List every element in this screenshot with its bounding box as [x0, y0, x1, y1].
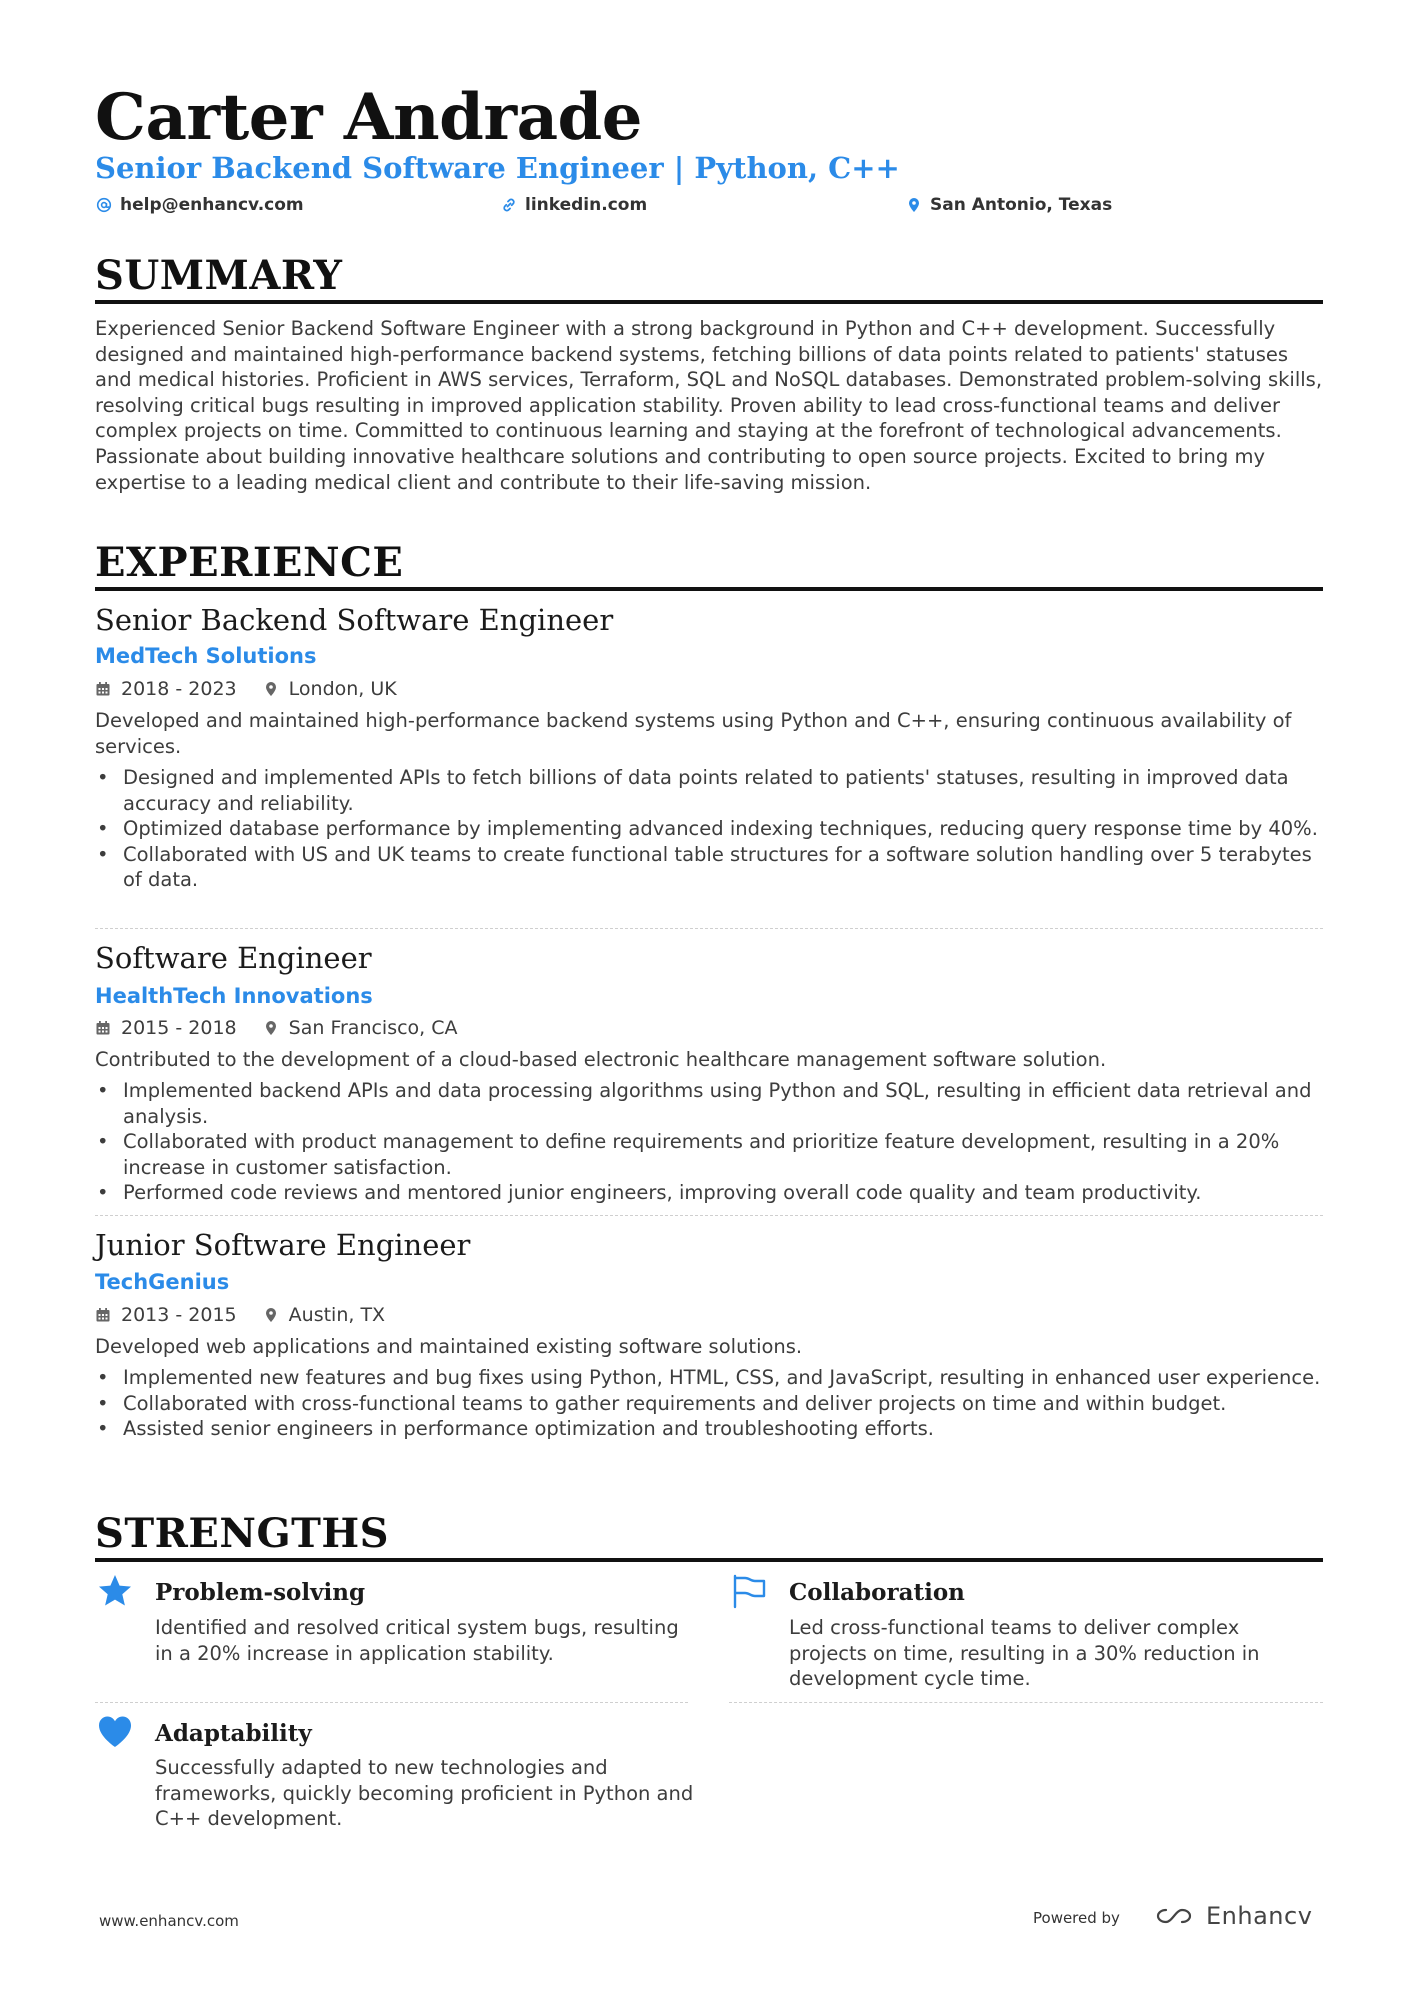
contact-location — [905, 195, 1112, 215]
bullet-item: • Collaborated with US and UK teams to create functional table structures for a software solution handling over 5 terabytes of data. — [95, 842, 1323, 893]
bullet-item: • Collaborated with product management to define requirements and prioritize feature development, resulting in a 20% increase in customer satisfaction. — [95, 1129, 1323, 1180]
location-pin-icon — [263, 1020, 279, 1036]
link-icon — [500, 197, 517, 214]
job-location: San Francisco, CA — [288, 1017, 458, 1039]
location-pin-icon — [263, 681, 279, 697]
strength-title: Adaptability — [155, 1720, 312, 1747]
calendar-icon — [95, 1307, 111, 1323]
job-title: Senior Backend Software Engineer — [95, 603, 614, 637]
location-pin-icon — [905, 197, 922, 214]
footer-website[interactable]: www.enhancv.com — [99, 1912, 239, 1930]
bullet-item: • Collaborated with cross-functional teams to gather requirements and deliver projects on time and within budget. — [95, 1391, 1323, 1417]
experience-heading: EXPERIENCE — [95, 539, 404, 586]
bullet-item: • Performed code reviews and mentored junior engineers, improving overall code quality and team productivity. — [95, 1180, 1323, 1206]
contact-email[interactable] — [95, 195, 304, 215]
job-location: London, UK — [288, 678, 397, 700]
calendar-icon — [95, 1020, 111, 1036]
strengths-rule — [95, 1558, 1323, 1562]
job-dates: 2015 - 2018 — [121, 1017, 237, 1039]
strength-title: Collaboration — [789, 1579, 965, 1606]
job-description: Contributed to the development of a cloud-based electronic healthcare management software solution. — [95, 1048, 1107, 1071]
footer-powered-by: Powered by — [1033, 1909, 1120, 1927]
job-meta — [95, 1304, 385, 1326]
linkedin-text: linkedin.com — [525, 195, 648, 215]
job-bullets — [95, 1365, 1323, 1442]
strength-title: Problem-solving — [155, 1579, 366, 1606]
job-divider — [95, 928, 1323, 929]
company-name: MedTech Solutions — [95, 644, 317, 668]
summary-rule — [95, 300, 1323, 304]
summary-heading: SUMMARY — [95, 252, 343, 299]
job-description: Developed and maintained high-performance backend systems using Python and C++, ensuring continuous availability of services. — [95, 709, 1292, 758]
location-text: San Antonio, Texas — [930, 195, 1113, 215]
summary-text: Experienced Senior Backend Software Engineer with a strong background in Python and C++ development. Successfully designed and maintained high-performance backend systems, fetching billions of data points related to patients' statuses and medical histories. Proficient in AWS services, Terraform, SQL and NoSQL databases. Demonstrated problem-solving skills, resolving critical bugs resulting in improved application stability. Proven ability to lead cross-functional teams and deliver complex projects on time. Committed to continuous learning and staying at the forefront of technological advancements. Passionate about building innovative healthcare solutions and contributing to open source projects. Excited to bring my expertise to a leading medical client and contribute to their life-saving mission. — [95, 317, 1323, 494]
bullet-item: • Implemented backend APIs and data processing algorithms using Python and SQL, resulting in efficient data retrieval and analysis. — [95, 1078, 1323, 1129]
job-description: Developed web applications and maintained existing software solutions. — [95, 1335, 803, 1358]
job-meta — [95, 678, 397, 700]
bullet-item: • Designed and implemented APIs to fetch billions of data points related to patients' statuses, resulting in improved data accuracy and reliability. — [95, 765, 1323, 816]
bullet-item: • Optimized database performance by implementing advanced indexing techniques, reducing query response time by 40%. — [95, 816, 1323, 842]
job-bullets — [95, 765, 1323, 893]
at-icon — [95, 197, 112, 214]
resume-page — [95, 0, 1323, 1995]
strengths-heading: STRENGTHS — [95, 1510, 390, 1557]
calendar-icon — [95, 681, 111, 697]
job-dates: 2018 - 2023 — [121, 678, 237, 700]
job-location: Austin, TX — [288, 1304, 386, 1326]
strength-description: Successfully adapted to new technologies and frameworks, quickly becoming proficient in Python and C++ development. — [155, 1756, 694, 1831]
enhancv-logo-text: Enhancv — [1206, 1902, 1313, 1930]
flag-icon — [731, 1573, 767, 1609]
company-name: TechGenius — [95, 1270, 230, 1294]
strength-divider — [95, 1702, 688, 1703]
star-icon — [97, 1573, 133, 1609]
company-name: HealthTech Innovations — [95, 984, 373, 1008]
job-dates: 2013 - 2015 — [121, 1304, 237, 1326]
experience-rule — [95, 587, 1323, 591]
location-pin-icon — [263, 1307, 279, 1323]
job-title: Junior Software Engineer — [95, 1228, 471, 1262]
heart-icon — [97, 1714, 133, 1750]
strength-description: Led cross-functional teams to deliver complex projects on time, resulting in a 30% reduction in development cycle time. — [789, 1616, 1260, 1691]
contact-linkedin[interactable] — [500, 195, 647, 215]
enhancv-logo-icon — [1152, 1904, 1196, 1928]
strength-description: Identified and resolved critical system bugs, resulting in a 20% increase in application stability. — [155, 1616, 679, 1665]
job-title: Software Engineer — [95, 941, 372, 975]
job-bullets — [95, 1078, 1323, 1206]
candidate-name: Carter Andrade — [95, 80, 642, 155]
strength-divider — [729, 1702, 1323, 1703]
job-divider — [95, 1215, 1323, 1216]
bullet-item: • Implemented new features and bug fixes using Python, HTML, CSS, and JavaScript, resulting in enhanced user experience. — [95, 1365, 1323, 1391]
job-meta — [95, 1017, 458, 1039]
bullet-item: • Assisted senior engineers in performance optimization and troubleshooting efforts. — [95, 1416, 1323, 1442]
candidate-headline: Senior Backend Software Engineer | Python, C++ — [95, 151, 900, 185]
email-text: help@enhancv.com — [120, 195, 304, 215]
enhancv-logo[interactable] — [1152, 1902, 1312, 1930]
